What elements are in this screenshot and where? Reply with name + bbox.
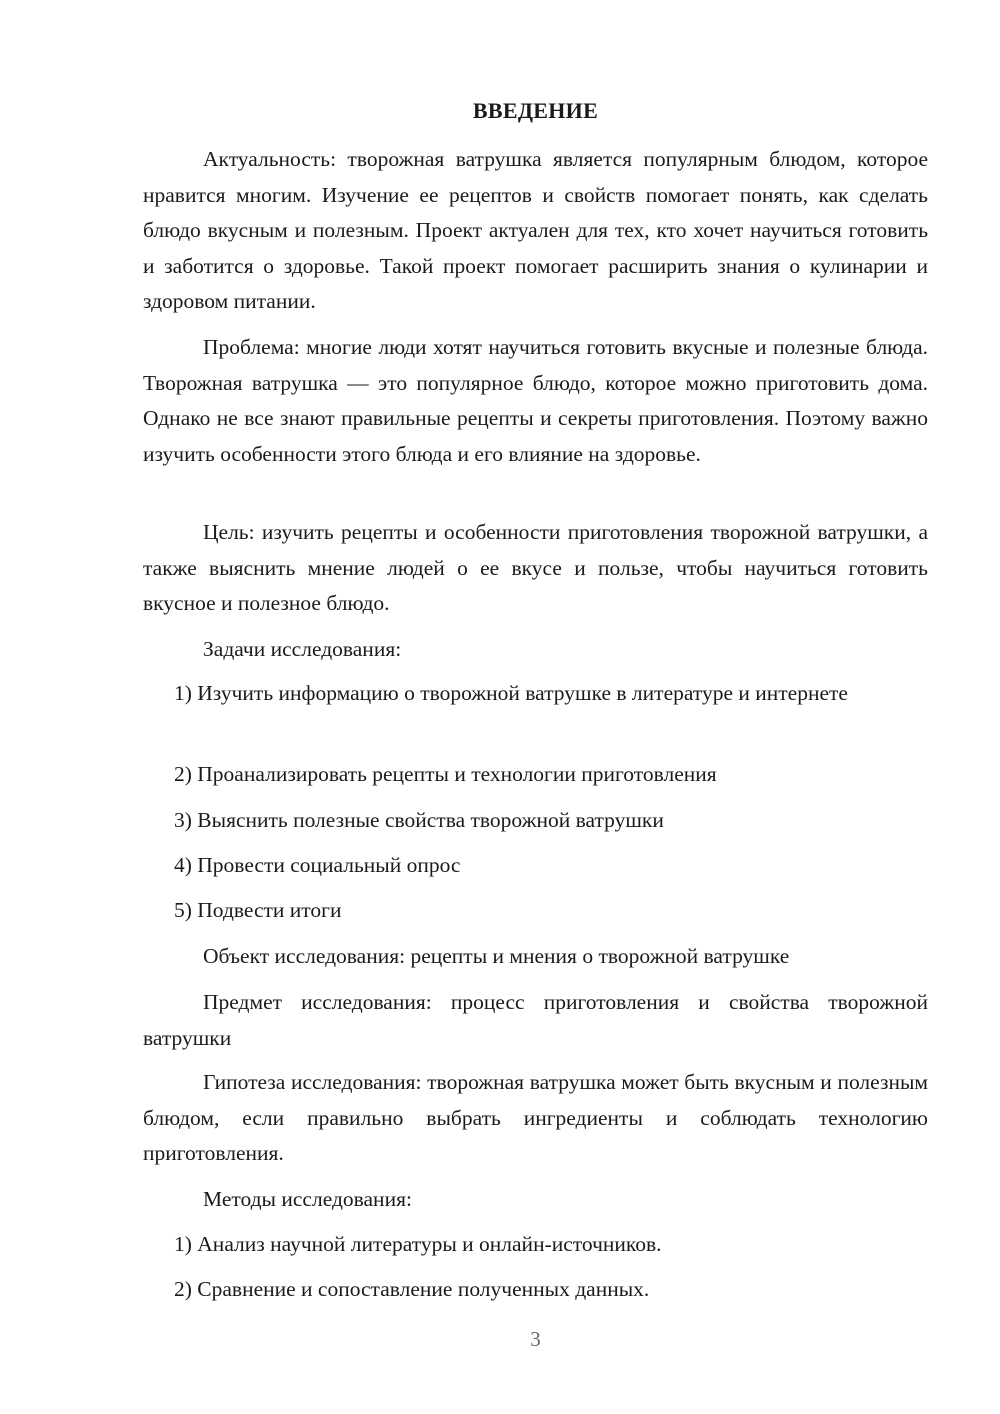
section-title: ВВЕДЕНИЕ [472, 98, 599, 123]
page-number: 3 [530, 1327, 541, 1351]
task-item-4: 4) Провести социальный опрос [174, 853, 461, 877]
method-item-2: 2) Сравнение и сопоставление полученных данных. [174, 1277, 650, 1301]
task-item-3: 3) Выяснить полезные свойства творожной ватрушки [174, 808, 664, 832]
goal-paragraph: Цель: изучить рецепты и особенности приготовления творожной ватрушки, а также выяснить мнение людей о ее вкусе и пользе, чтобы научиться готовить вкусное и полезное блюдо. [143, 520, 928, 615]
relevance-paragraph: Актуальность: творожная ватрушка является популярным блюдом, которое нравится многим. Изучение ее рецептов и свойств помогает понять, как сделать блюдо вкусным и полезным. Проект актуален для тех, кто хочет научиться готовить и заботится о здоровье. Такой проект помогает расширить знания о кулинарии и здоровом питании. [143, 147, 928, 313]
task-item-2: 2) Проанализировать рецепты и технологии приготовления [174, 762, 717, 786]
problem-paragraph: Проблема: многие люди хотят научиться готовить вкусные и полезные блюда. Творожная ватрушка — это популярное блюдо, которое можно приготовить дома. Однако не все знают правильные рецепты и секреты приготовления. Поэтому важно изучить особенности этого блюда и его влияние на здоровье. [143, 335, 928, 466]
task-item-5: 5) Подвести итоги [174, 898, 342, 922]
tasks-heading: Задачи исследования: [203, 637, 402, 661]
task-item-1: 1) Изучить информацию о творожной ватрушке в литературе и интернете [174, 681, 848, 705]
methods-heading: Методы исследования: [203, 1187, 412, 1211]
method-item-1: 1) Анализ научной литературы и онлайн-источников. [174, 1232, 662, 1256]
hypothesis-paragraph: Гипотеза исследования: творожная ватрушка может быть вкусным и полезным блюдом, если правильно выбрать ингредиенты и соблюдать технологию приготовления. [143, 1070, 928, 1165]
object-paragraph: Объект исследования: рецепты и мнения о творожной ватрушке [203, 944, 790, 968]
subject-paragraph: Предмет исследования: процесс приготовления и свойства творожной ватрушки [143, 990, 928, 1050]
